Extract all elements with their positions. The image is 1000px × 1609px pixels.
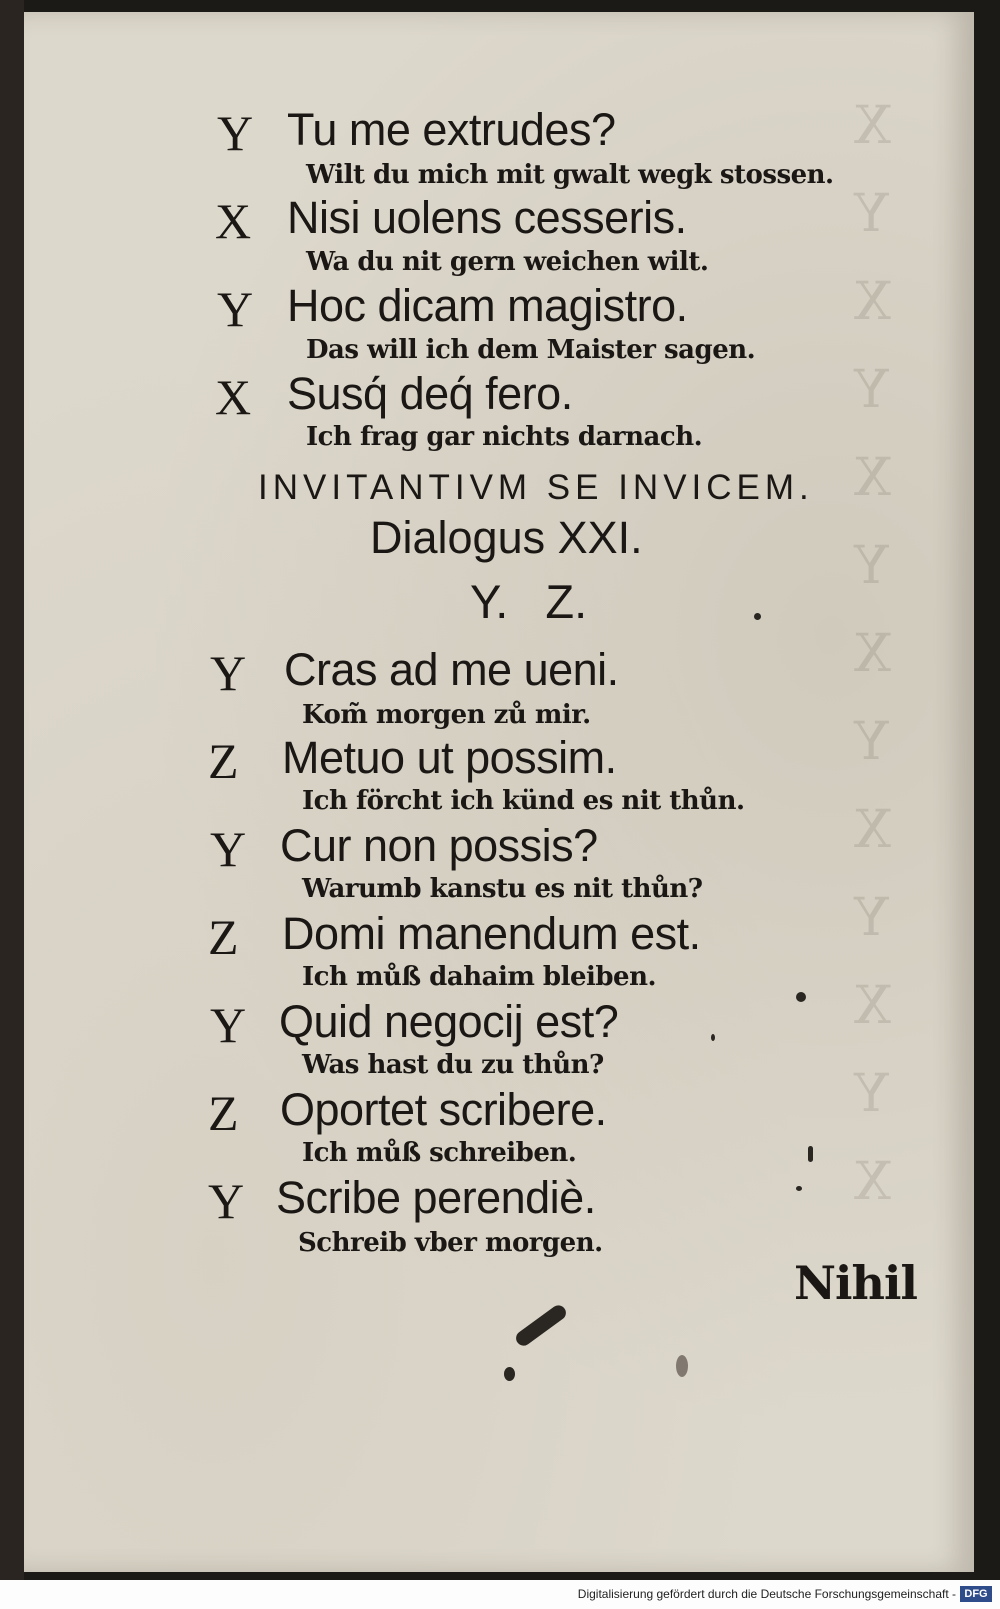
ink-speck bbox=[711, 1034, 715, 1041]
ink-speck bbox=[796, 992, 806, 1002]
speaker-mark: X bbox=[215, 369, 252, 425]
german-line: Ich můß dahaim bleiben. bbox=[302, 962, 657, 992]
ink-speck bbox=[754, 613, 761, 620]
section-heading: INVITANTIVM SE INVICEM. bbox=[258, 468, 814, 507]
latin-line: Scribe perendiè. bbox=[276, 1172, 596, 1223]
speaker-mark: Y bbox=[210, 821, 247, 877]
speaker-mark: Y bbox=[217, 105, 254, 161]
german-line: Schreib vber morgen. bbox=[298, 1228, 603, 1258]
speaker-mark: Y bbox=[217, 281, 254, 337]
german-line: Warumb kanstu es nit thůn? bbox=[302, 874, 703, 904]
german-line: Wilt du mich mit gwalt wegk stossen. bbox=[306, 160, 834, 190]
latin-line: Nisi uolens cesseris. bbox=[287, 192, 687, 243]
german-line: Ich můß schreiben. bbox=[302, 1138, 577, 1168]
digitization-footer bbox=[0, 1580, 1000, 1609]
dialogue-speakers: Y. Z. bbox=[470, 575, 588, 628]
latin-line: Cras ad me ueni. bbox=[284, 644, 619, 695]
ink-speck bbox=[504, 1367, 515, 1381]
ink-stain bbox=[676, 1355, 688, 1377]
german-line: Wa du nit gern weichen wilt. bbox=[306, 247, 709, 277]
speaker-mark: Z bbox=[208, 733, 240, 789]
show-through-text: X Y X Y X Y X Y X Y X Y X bbox=[854, 96, 892, 1212]
german-line: Das will ich dem Maister sagen. bbox=[306, 335, 756, 365]
latin-line: Cur non possis? bbox=[280, 820, 598, 871]
dfg-logo: DFG bbox=[960, 1586, 992, 1602]
latin-line: Oportet scribere. bbox=[280, 1084, 607, 1135]
latin-line: Quid negocij est? bbox=[279, 996, 619, 1047]
latin-line: Tu me extrudes? bbox=[287, 104, 616, 155]
speaker-mark: X bbox=[215, 193, 252, 249]
book-spine-edge bbox=[0, 0, 24, 1580]
speaker-mark: Z bbox=[208, 1085, 240, 1141]
latin-line: Hoc dicam magistro. bbox=[287, 280, 688, 331]
speaker-mark: Z bbox=[208, 909, 240, 965]
speaker-mark: Y bbox=[210, 645, 247, 701]
dialogue-number: Dialogus XXI. bbox=[370, 512, 643, 563]
ink-speck bbox=[796, 1186, 802, 1191]
latin-line: Susq́ deq́ fero. bbox=[287, 368, 573, 419]
speaker-mark: Y bbox=[208, 1173, 245, 1229]
german-line: Ich frag gar nichts darnach. bbox=[306, 422, 703, 452]
speaker-mark: Y bbox=[210, 997, 247, 1053]
funding-credit: Digitalisierung gefördert durch die Deutsche Forschungsgemeinschaft - bbox=[577, 1587, 956, 1601]
latin-line: Domi manendum est. bbox=[282, 908, 701, 959]
ink-speck bbox=[808, 1146, 813, 1162]
german-line: Ich förcht ich künd es nit thůn. bbox=[302, 786, 745, 816]
german-line: Kom̃ morgen zů mir. bbox=[302, 700, 591, 730]
latin-line: Metuo ut possim. bbox=[282, 732, 617, 783]
catchword: Nihil bbox=[794, 1256, 917, 1310]
german-line: Was hast du zu thůn? bbox=[302, 1050, 604, 1080]
